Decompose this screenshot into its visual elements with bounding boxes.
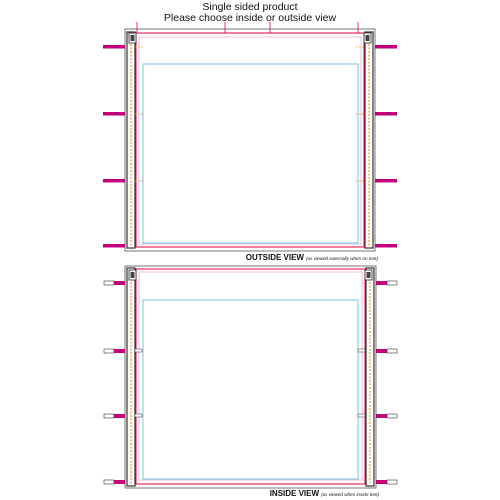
inner-tab-markers [135,349,365,417]
tab [103,244,125,248]
tab-guides [135,47,365,181]
corner-fitting-fill [131,272,135,278]
outer-frame [125,29,375,251]
inside-view-note: (as viewed when inside tent) [321,492,379,497]
right-tabs [375,45,397,248]
tab [375,112,397,116]
tab [103,179,125,183]
heading-line-1: Single sided product [202,1,298,13]
outside-view-note: (as viewed externally when on tent) [305,256,378,261]
right-tabs [376,281,397,484]
left-tabs [103,45,125,248]
bleed-line [136,269,365,484]
corner-fitting-fill [367,272,371,278]
outside-view-caption [246,253,378,262]
tab [375,244,397,248]
outside-view-title: OUTSIDE VIEW [245,253,304,262]
left-tabs [104,281,125,484]
inside-view-title: INSIDE VIEW [269,489,320,498]
tab [103,45,125,49]
outer-frame [125,266,376,488]
tab [103,112,125,116]
corner-fitting-fill [131,35,135,41]
tab [375,45,397,49]
safe-area [143,64,358,243]
bleed-line [136,33,364,247]
inside-view-caption [270,489,379,498]
inside-view-panel [104,266,397,488]
outside-view-panel [103,22,397,251]
safe-area [143,300,358,479]
heading-line-2: Please choose inside or outside view [163,12,337,24]
trim-line [139,272,362,480]
tab [375,179,397,183]
trim-line [139,37,361,244]
corner-fitting-fill [366,35,370,41]
